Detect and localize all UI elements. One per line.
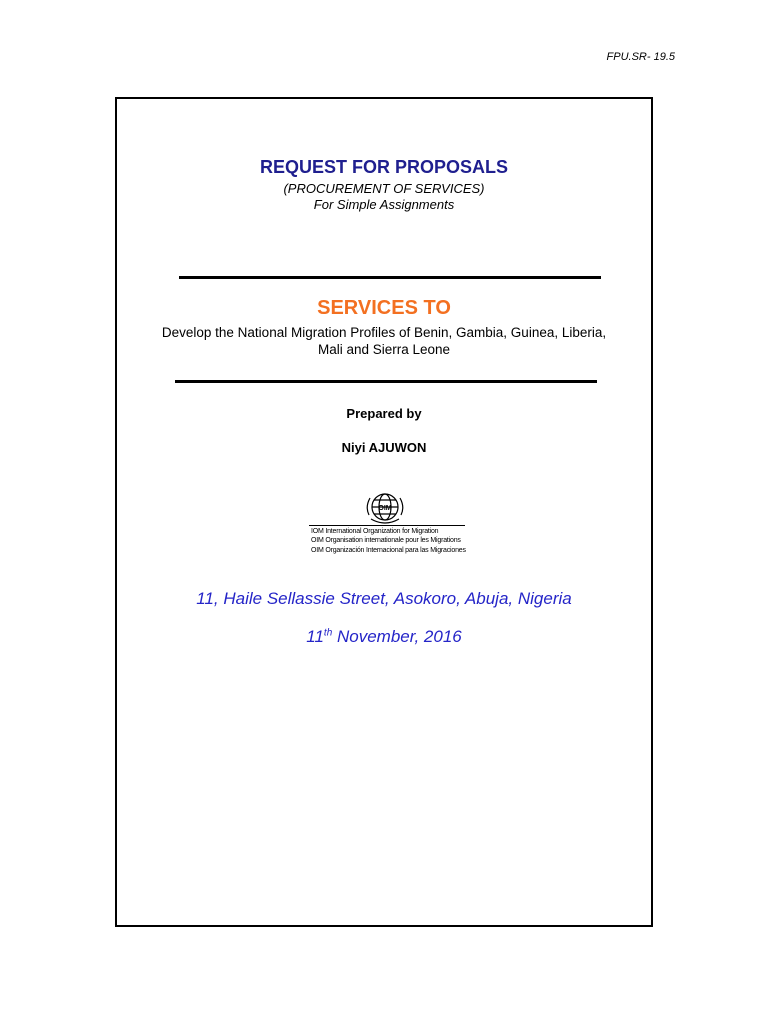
author-name: Niyi AJUWON: [341, 440, 427, 455]
date-rest: November, 2016: [332, 627, 462, 646]
logo-line-english: IOM International Organization for Migration: [311, 528, 439, 535]
prepared-by-label: Prepared by: [346, 406, 422, 421]
document-subtitle: (PROCUREMENT OF SERVICES): [283, 181, 485, 196]
logo-line-french: OIM Organisation internationale pour les Migrations: [311, 537, 461, 545]
cover-frame: [115, 97, 653, 927]
iom-logo: [309, 489, 469, 563]
document-title: REQUEST FOR PROPOSALS: [259, 157, 509, 177]
date-day: 11: [306, 627, 324, 646]
logo-divider: [309, 525, 465, 526]
divider-bottom: [175, 380, 597, 383]
date-suffix: th: [323, 627, 333, 639]
document-date: [117, 627, 651, 647]
iom-globe-icon: [361, 489, 409, 525]
svg-text:OIM: OIM: [378, 505, 392, 512]
services-heading: SERVICES TO: [317, 297, 451, 319]
services-description: [127, 324, 641, 358]
logo-text: [311, 527, 466, 555]
logo-line-spanish: OIM Organización Internacional para las Migraciones: [311, 546, 466, 554]
document-code: FPU.SR- 19.5: [606, 51, 675, 63]
services-description-line1: Develop the National Migration Profiles of Benin, Gambia, Guinea, Liberia,: [161, 325, 607, 340]
services-description-line2: Mali and Sierra Leone: [317, 342, 451, 357]
address: 11, Haile Sellassie Street, Asokoro, Abuja, Nigeria: [196, 589, 572, 608]
document-subtitle-assignments: For Simple Assignments: [313, 197, 455, 212]
divider-top: [179, 276, 601, 279]
